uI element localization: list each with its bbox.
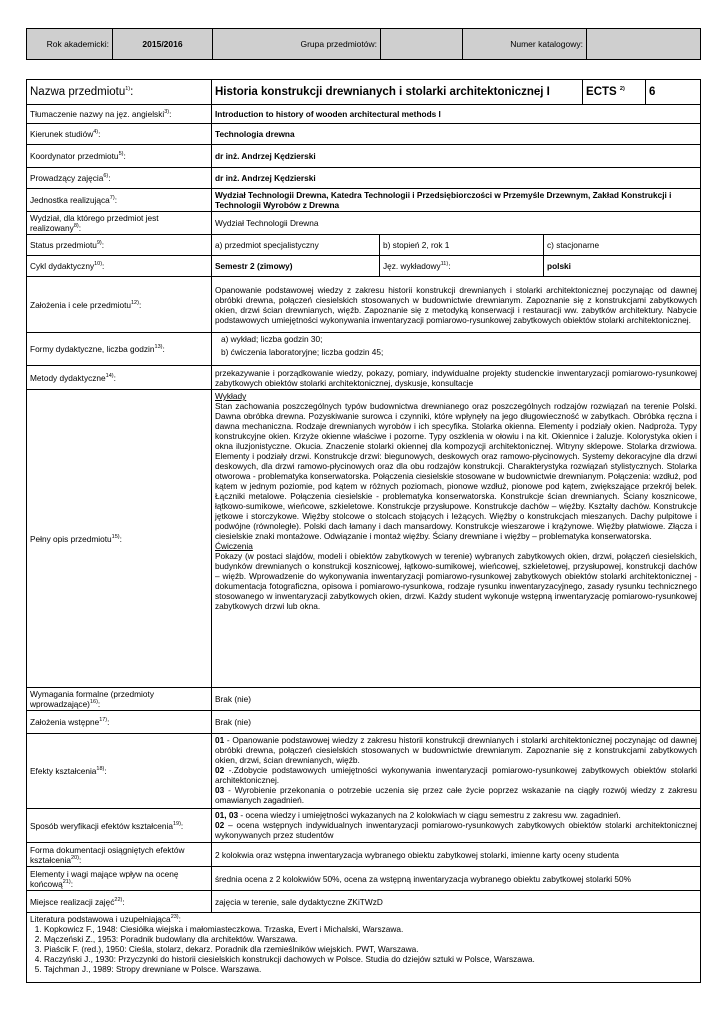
literatura-item: 1. Kopkowicz F., 1948: Ciesiółka wiejska i małomiasteczkowa. Trzaska, Evert i Michalski, Warszawa. xyxy=(44,924,697,934)
kierunek-value: Technologia drewna xyxy=(212,124,701,145)
status-c: c) stacjonarne xyxy=(544,235,701,256)
zalozenia-cele-value: Opanowanie podstawowej wiedzy z zakresu historii konstrukcji drewnianych i stolarki architektonicznej poczynając od dawnej obróbki drewna, połączeń ciesielskich stosowanych w budownictwie drewnianym. Zapoznanie się z konstrukcjami zabytkowych okien, drzwi ścian drewnianych, więźb. Zapoznanie się z metodyką konserwacji i restauracji ww. zabytków architektury. Nabycie podstawowych umiejętności wykonywania inwentaryzacji pomiarowo-rysunkowej zabytkowych obiektów stolarki architektonicznej. xyxy=(212,277,701,333)
elementy-wagi-value: średnia ocena z 2 kolokwiów 50%, ocena za wstępną inwentaryzacja wybranego obiektu zabytkowej stolarki 50% xyxy=(212,867,701,891)
nazwa-przedmiotu-label: Nazwa przedmiotu$^{1)}$: xyxy=(27,80,212,105)
literatura-item: 2. Mączeński Z., 1953: Poradnik budowlany dla architektów. Warszawa. xyxy=(44,934,697,944)
wymagania-label: Wymagania formalne (przedmioty wprowadzające)$^{16)}$: xyxy=(27,688,212,711)
ects-label: ECTS $^{2)}$ xyxy=(583,80,646,105)
zalozenia-wstepne-label: Założenia wstępne$^{17)}$: xyxy=(27,711,212,734)
literatura-item: 3. Piaścik F. (red.), 1950: Cieśla, stolarz, dekarz. Poradnik dla rzemieślników wiejskich. PWT, Warszawa. xyxy=(44,944,697,954)
grupa-przedmiotow-value xyxy=(381,29,463,60)
kierunek-label: Kierunek studiów$^{4)}$: xyxy=(27,124,212,145)
miejsce-realizacji-label: Miejsce realizacji zajęć$^{22)}$: xyxy=(27,891,212,913)
jednostka-label: Jednostka realizująca$^{7)}$: xyxy=(27,189,212,212)
koordynator-label: Koordynator przedmiotu$^{5)}$: xyxy=(27,145,212,168)
cykl-label: Cykl dydaktyczny$^{10)}$: xyxy=(27,256,212,277)
literatura-item: 4. Raczyński J., 1930: Przyczynki do historii ciesielskich konstrukcji dachowych w Polsce. Studia do dziejów sztuki w Polsce, Warszawa. xyxy=(44,954,697,964)
metody-value: przekazywanie i porządkowanie wiedzy, pokazy, pomiary, indywidualne projekty studenckie inwentaryzacji pomiarowo-rysunkowej zabytkowych obiektów stolarki architektonicznej, dyskusje, konsultacje xyxy=(212,366,701,390)
efekt-02: 02 -.Zdobycie podstawowych umiejętności wykonywania inwentaryzacji pomiarowo-rysunkowej zabytkowych obiektów stolarki architektonicznej. xyxy=(215,765,698,785)
numer-katalogowy-label: Numer katalogowy: xyxy=(463,29,587,60)
syllabus-table xyxy=(26,79,701,983)
literatura-item: 5. Tajchman J., 1989: Stropy drewniane w Polsce. Warszawa. xyxy=(44,964,697,974)
wyklady-heading: Wykłady xyxy=(215,391,247,401)
jezyk-label: Jęz. wykładowy$^{11)}$: xyxy=(380,256,544,277)
literatura-list xyxy=(30,924,697,974)
nazwa-przedmiotu-value: Historia konstrukcji drewnianych i stolarki architektonicznej I xyxy=(212,80,583,105)
metody-label: Metody dydaktyczne$^{14)}$: xyxy=(27,366,212,390)
cwiczenia-heading: Ćwiczenia xyxy=(215,541,253,551)
header-table xyxy=(26,28,701,60)
sposob-weryfikacji-value xyxy=(212,809,701,843)
zalozenia-cele-label: Założenia i cele przedmiotu$^{12)}$: xyxy=(27,277,212,333)
sposob-weryfikacji-label: Sposób weryfikacji efektów kształcenia$^{19)}$: xyxy=(27,809,212,843)
jednostka-value: Wydział Technologii Drewna, Katedra Technologii i Przedsiębiorczości w Przemyśle Drzewnym, Zakład Konstrukcji i Technologii Wyrobów z Drewna xyxy=(212,189,701,212)
efekty-value xyxy=(212,734,701,809)
ects-value: 6 xyxy=(646,80,701,105)
formy-wyklad: a) wykład; liczba godzin 30; xyxy=(221,334,323,344)
cwiczenia-text: Pokazy (w postaci slajdów, modeli i obiektów zabytkowych w terenie) wybranych zabytkowych okien, drzwi, połączeń ciesielskich, budynków drewnianych o konstrukcji kosznicowej, łątkowo-sumikowej, wieńcowej, szkieletowej, przysłupowej, konstrukcji dachów – więźb. Wprowadzenie do wykonywania inwentaryzacji pomiarowo-rysunkowej zabytkowych obiektów stolarki architektonicznej - dokumentacja fotograficzna, opisowa i pomiarowo-rysunkowa, rodzaje rysunku inwentaryzacyjnego, zasady rysunku technicznego stosowanego w inwentaryzacji zabytkowych okien, drzwi. Każdy student wykonuje wstępną inwentaryzację pomiarowo-rysunkowej zabytkowych drzwi lub okna. xyxy=(215,551,698,611)
zalozenia-wstepne-value: Brak (nie) xyxy=(212,711,701,734)
koordynator-value: dr inż. Andrzej Kędzierski xyxy=(212,145,701,168)
status-b: b) stopień 2, rok 1 xyxy=(380,235,544,256)
pelny-opis-label: Pełny opis przedmiotu$^{15)}$: xyxy=(27,390,212,688)
efekt-03: 03 - Wyrobienie przekonania o potrzebie uczenia się przez całe życie poprzez wskazanie na ciągły rozwój wiedzy z zakresu omawianych zagadnień. xyxy=(215,785,698,805)
prowadzacy-value: dr inż. Andrzej Kędzierski xyxy=(212,168,701,189)
rok-akademicki-label: Rok akademicki: xyxy=(27,29,113,60)
prowadzacy-label: Prowadzący zajęcia$^{6)}$: xyxy=(27,168,212,189)
pelny-opis-value xyxy=(212,390,701,688)
formy-cwiczenia: b) ćwiczenia laboratoryjne; liczba godzin 45; xyxy=(221,347,384,357)
forma-dokumentacji-value: 2 kolokwia oraz wstępna inwentaryzacja wybranego obiektu zabytkowej stolarki, imienne karty oceny studenta xyxy=(212,843,701,867)
miejsce-realizacji-value: zajęcia w terenie, sale dydaktyczne ZKiTWzD xyxy=(212,891,701,913)
efekty-label: Efekty kształcenia$^{18)}$: xyxy=(27,734,212,809)
wydzial-value: Wydział Technologii Drewna xyxy=(212,212,701,235)
numer-katalogowy-value xyxy=(587,29,701,60)
forma-dokumentacji-label: Forma dokumentacji osiągniętych efektów kształcenia$^{20)}$: xyxy=(27,843,212,867)
tlumaczenie-value: Introduction to history of wooden architectural methods I xyxy=(212,105,701,124)
wyklady-text: Stan zachowania poszczególnych typów budownictwa drewnianego oraz poszczególnych rodzajów rozwiązań na terenie Polski. Dawna obróbka drewna. Pozyskiwanie surowca i czynniki, które wpłynęły na jego długowieczność w zabytkach. Obróbka ręczna i dawna mechaniczna. Rodzaje drewnianych wyrobów i ich specyfika. Stolarka okienna. Elementy i podziały okien. Nadproża. Typy konstrukcyjne okien. Krzyże okienne właściwe i pozorne. Typy oszklenia w ołowiu i na kit. Okiennice i żaluzje. Kolorystyka okien i okna iluzjonistyczne. Okucia. Znaczenie stolarki okiennej dla kompozycji architektonicznej. Witryny sklepowe. Stolarka drzwiowa. Elementy i podziały drzwi. Konstrukcje drzwi: biegunowych, deskowych oraz ramowo-płycinowych. Systemy dekoracyjne dla drzwi deskowych, dla drzwi ramowo-płycinowych oraz dla obu rodzajów konstrukcji. Charakterystyka rozwiązań stylistycznych. Stolarka otworowa - problematyka konserwatorska. Połączenia ciesielskie stosowane w budownictwie drewnianym. Połączenia: wzdłuż, pod kątem w jednym poziomie, pod kątem w różnych poziomach, pionowe wzdłuż, pionowe pod kątem, zwiększające przekrój belek. Łączniki metalowe. Połączenia ciesielskie - problematyka konserwatorska. Konstrukcje ścian drewnianych. Ściany kosznicowe, łątkowo-sumikowe, wieńcowe, szkieletowe. Konstrukcje przysłupowe. Konstrukcje dachów – więźby. Kształty dachów. Konstrukcje jętkowe i storczykowe. Więźby stolcowe o stolcach stojących i leżących. Więźby o konstrukcjach mieszanych. Dachy pulpitowe i podwójne (równoległe). Polski dach łamany i dach mansardowy. Konstrukcje wieszarowe i krążynowe. Więźby płatwiowe. Złącza i ciesielskie znaki montażowe. Odwiązanie i montaż więźby. Ściany drewniane i więźby – problematyka konserwatorska. xyxy=(215,401,698,541)
grupa-przedmiotow-label: Grupa przedmiotów: xyxy=(213,29,381,60)
formy-value xyxy=(212,333,701,366)
cykl-value: Semestr 2 (zimowy) xyxy=(212,256,380,277)
rok-akademicki-value: 2015/2016 xyxy=(113,29,213,60)
elementy-wagi-label: Elementy i wagi mające wpływ na ocenę końcową$^{21)}$: xyxy=(27,867,212,891)
formy-label: Formy dydaktyczne, liczba godzin$^{13)}$: xyxy=(27,333,212,366)
weryfikacja-01-03: 01, 03 - ocena wiedzy i umiejętności wykazanych na 2 kolokwiach w ciągu semestru z zakresu ww. zagadnień. xyxy=(215,810,621,820)
efekt-01: 01 - Opanowanie podstawowej wiedzy z zakresu historii konstrukcji drewnianych i stolarki architektonicznej poczynając od dawnej obróbki drewna, połączeń ciesielskich stosowanych w budownictwie drewnianym. Zapoznanie się z konstrukcjami zabytkowych okien, drzwi, ścian drewnianych, więźb. xyxy=(215,735,698,765)
tlumaczenie-label: Tłumaczenie nazwy na jęz. angielski$^{3)}$: xyxy=(27,105,212,124)
literatura-label: Literatura podstawowa i uzupełniająca$^{23)}$: xyxy=(30,914,181,924)
literatura-cell xyxy=(27,913,701,983)
wymagania-value: Brak (nie) xyxy=(212,688,701,711)
status-a: a) przedmiot specjalistyczny xyxy=(212,235,380,256)
weryfikacja-02: 02 – ocena wstępnych indywidualnych inwentaryzacji pomiarowo-rysunkowych zabytkowych obiektów stolarki architektonicznej wykonywanych przez studentów xyxy=(215,820,698,840)
jezyk-value: polski xyxy=(544,256,701,277)
wydzial-label: Wydział, dla którego przedmiot jest realizowany$^{8)}$: xyxy=(27,212,212,235)
status-label: Status przedmiotu$^{9)}$: xyxy=(27,235,212,256)
